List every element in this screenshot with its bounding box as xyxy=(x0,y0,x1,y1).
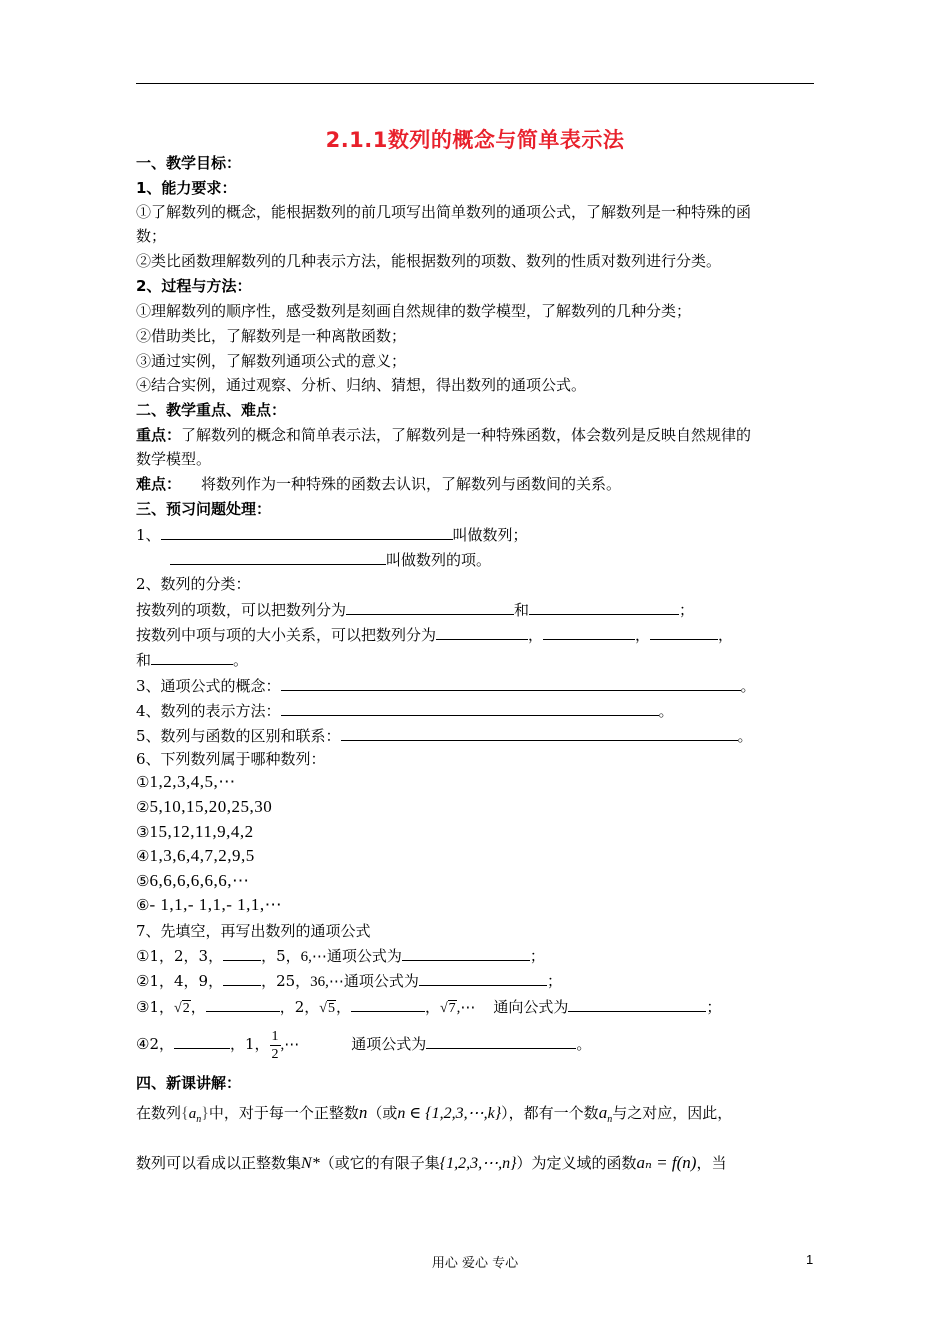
lecture-text: （或 xyxy=(367,1104,398,1122)
brace: { xyxy=(181,1105,189,1122)
radicand: 5 xyxy=(327,1001,335,1016)
period: 。 xyxy=(576,1035,592,1053)
seq-text: 5,10,15,20,25,30 xyxy=(149,797,273,816)
blank-decreasing[interactable] xyxy=(543,624,635,640)
key-point-cont: 数学模型。 xyxy=(136,450,212,468)
comma: ， xyxy=(635,626,651,644)
blank-formula-2[interactable] xyxy=(419,970,547,986)
key-point xyxy=(136,425,751,445)
fill-2-label: 通项公式为 xyxy=(343,972,419,990)
blank-oscillating[interactable] xyxy=(650,624,718,640)
sub-heading-process: 2、过程与方法： xyxy=(136,277,252,295)
lecture-text: （或它的有限子集 xyxy=(319,1154,440,1172)
lecture-text: 数列可以看成以正整数集 xyxy=(136,1154,302,1172)
blank-formula-1[interactable] xyxy=(402,945,530,961)
seq-text: 1,2,3,4,5,⋯ xyxy=(149,772,236,791)
fill-3 xyxy=(136,996,721,1019)
semicolon: ； xyxy=(679,601,695,619)
set-expression: n ∈ {1,2,3,⋯,k} xyxy=(397,1105,502,1122)
fill-4-start: ④2， xyxy=(136,1035,174,1053)
lecture-text: ）为定义域的函数 xyxy=(516,1154,637,1172)
classify-size-text: 按数列中项与项的大小关系，可以把数列分为 xyxy=(136,626,437,644)
classify-by-size-cont xyxy=(136,649,248,670)
sub-heading-ability: 1、能力要求： xyxy=(136,179,237,197)
ellipsis: ,⋯ xyxy=(280,1037,300,1053)
seq-mark: ① xyxy=(136,773,150,791)
fill-3-mid: ，2， xyxy=(279,998,320,1016)
period: 。 xyxy=(740,677,756,695)
seq-mark: ⑤ xyxy=(136,872,150,890)
blank-fill-1[interactable] xyxy=(223,945,261,961)
preview-q3 xyxy=(136,675,756,696)
blank-general-term[interactable] xyxy=(281,675,741,691)
preview-q5 xyxy=(136,725,753,746)
comma: ， xyxy=(718,626,734,644)
page-footer: 用心 爱心 专心 xyxy=(431,1256,519,1271)
seq-mark: ④ xyxy=(136,847,150,865)
section-2-heading: 二、教学重点、难点： xyxy=(136,401,287,419)
sequence-2 xyxy=(136,797,272,817)
numerator: 1 xyxy=(271,1028,279,1044)
blank-formula-4[interactable] xyxy=(426,1033,576,1049)
and-text: 和 xyxy=(136,651,152,669)
q4-text: 4、数列的表示方法： xyxy=(136,702,281,720)
comma: ， xyxy=(424,998,440,1016)
difficulty-text: 将数列作为一种特殊的函数去认识，了解数列与函数间的关系。 xyxy=(201,475,622,493)
seq-text: - 1,1,- 1,1,- 1,1,⋯ xyxy=(149,895,283,914)
key-label: 重点： xyxy=(136,426,182,444)
brace: } xyxy=(201,1105,209,1122)
function-expression: aₙ = f(n) xyxy=(636,1153,697,1172)
blank-fill-3b[interactable] xyxy=(351,996,425,1012)
fill-1-label: 通项公式为 xyxy=(326,947,402,965)
fill-2 xyxy=(136,970,562,992)
difficulty-label: 难点： xyxy=(136,475,182,493)
lecture-text: 在数列 xyxy=(136,1104,182,1122)
seq-mark: ⑥ xyxy=(136,896,150,914)
period: 。 xyxy=(233,651,249,669)
subscript-n: n xyxy=(607,1114,613,1125)
seq-mark: ③ xyxy=(136,823,150,841)
key-text: 了解数列的概念和简单表示法，了解数列是一种特殊函数，体会数列是反映自然规律的 xyxy=(181,426,752,444)
goal-2: ②类比函数理解数列的几种表示方法，能根据数列的项数、数列的性质对数列进行分类。 xyxy=(136,252,722,270)
symbol-n-star: N* xyxy=(301,1155,320,1172)
blank-relation[interactable] xyxy=(341,725,738,741)
fill-4-mid: ，1， xyxy=(230,1035,270,1053)
preview-q7: 7、先填空，再写出数列的通项公式 xyxy=(136,922,371,940)
preview-q1 xyxy=(136,524,528,545)
lecture-line-1 xyxy=(136,1101,732,1132)
blank-infinite[interactable] xyxy=(529,599,679,615)
semicolon: ； xyxy=(546,972,562,990)
difficulty xyxy=(136,474,621,494)
header-rule xyxy=(136,83,814,84)
comma: ， xyxy=(528,626,544,644)
lecture-line-2 xyxy=(136,1151,726,1176)
lecture-text: 中，对于每一个正整数 xyxy=(208,1104,359,1122)
blank-representation[interactable] xyxy=(281,700,659,716)
process-3: ③通过实例，了解数列通项公式的意义； xyxy=(136,352,407,370)
seq-mark: ② xyxy=(136,798,150,816)
sqrt-2: √2 xyxy=(174,1001,190,1016)
denominator: 2 xyxy=(271,1046,279,1062)
lecture-text: ），都有一个数 xyxy=(501,1104,599,1122)
q5-text: 5、数列与函数的区别和联系： xyxy=(136,727,341,745)
section-3-heading: 三、预习问题处理： xyxy=(136,500,272,518)
goal-1b: 数； xyxy=(136,227,167,245)
seq-text: 15,12,11,9,4,2 xyxy=(149,822,254,841)
page-number: 1 xyxy=(806,1252,814,1267)
set-expression: {1,2,3,⋯,n} xyxy=(439,1155,517,1172)
period: 。 xyxy=(658,702,674,720)
semicolon: ； xyxy=(529,947,545,965)
classify-count-text: 按数列的项数，可以把数列分为 xyxy=(136,601,347,619)
fill-3-label: 通向公式为 xyxy=(493,998,569,1016)
semicolon: ； xyxy=(706,998,722,1016)
sequence-5 xyxy=(136,871,249,891)
lecture-text: ，当 xyxy=(696,1154,727,1172)
comma: ， xyxy=(335,998,351,1016)
goal-1a: ①了解数列的概念，能根据数列的前几项写出简单数列的通项公式，了解数列是一种特殊的函 xyxy=(136,203,752,221)
sequence-6 xyxy=(136,895,282,915)
fill-3-start: ③1， xyxy=(136,998,174,1016)
q1b-text: 叫做数列的项。 xyxy=(386,551,492,569)
blank-fill-2[interactable] xyxy=(223,970,261,986)
blank-constant[interactable] xyxy=(151,649,233,665)
section-1-heading: 一、教学目标： xyxy=(136,154,242,172)
blank-definition-term[interactable] xyxy=(170,549,386,565)
comma: ， xyxy=(190,998,206,1016)
preview-q6: 6、下列数列属于哪种数列： xyxy=(136,750,326,768)
radicand: 7 xyxy=(448,1001,456,1016)
blank-formula-3[interactable] xyxy=(568,996,706,1012)
fill-1-math: 6,⋯ xyxy=(300,949,327,965)
fill-1-start: ①1，2，3， xyxy=(136,947,224,965)
fill-1 xyxy=(136,945,545,967)
fill-2-mid: ，25， xyxy=(261,972,311,990)
page-title: 2.1.1数列的概念与简单表示法 xyxy=(325,128,625,152)
lecture-text: 与之对应，因此， xyxy=(612,1104,733,1122)
symbol-a: a xyxy=(188,1106,197,1122)
preview-q2: 2、数列的分类： xyxy=(136,575,251,593)
seq-text: 1,3,6,4,7,2,9,5 xyxy=(149,846,255,865)
q1-text: 叫做数列； xyxy=(452,526,528,544)
process-1: ①理解数列的顺序性，感受数列是刻画自然规律的数学模型，了解数列的几种分类； xyxy=(136,302,692,320)
classify-by-count xyxy=(136,599,694,620)
process-4: ④结合实例，通过观察、分析、归纳、猜想，得出数列的通项公式。 xyxy=(136,376,587,394)
blank-fill-4[interactable] xyxy=(174,1033,230,1049)
fill-4-label: 通项公式为 xyxy=(351,1035,427,1053)
sqrt-7: √7 xyxy=(439,1001,456,1016)
seq-text: 6,6,6,6,6,6,⋯ xyxy=(149,871,250,890)
fill-1-mid: ，5， xyxy=(261,947,301,965)
symbol-a: a xyxy=(598,1103,608,1122)
classify-by-size xyxy=(136,624,733,645)
preview-q1b xyxy=(170,549,491,570)
symbol-n: n xyxy=(358,1103,368,1122)
fill-2-math: 36,⋯ xyxy=(310,974,344,990)
q3-text: 3、通项公式的概念： xyxy=(136,677,281,695)
sequence-1 xyxy=(136,772,236,792)
ellipsis: ,⋯ xyxy=(456,1000,476,1016)
fraction-half xyxy=(270,1028,281,1063)
sequence-4 xyxy=(136,846,255,866)
process-2: ②借助类比，了解数列是一种离散函数； xyxy=(136,327,407,345)
blank-fill-3a[interactable] xyxy=(206,996,280,1012)
sequence-3 xyxy=(136,822,254,842)
blank-increasing[interactable] xyxy=(436,624,528,640)
q1-number: 1、 xyxy=(136,526,161,544)
sqrt-5: √5 xyxy=(319,1001,335,1016)
radicand: 2 xyxy=(182,1001,190,1016)
section-4-heading: 四、新课讲解： xyxy=(136,1074,242,1092)
period: 。 xyxy=(737,727,753,745)
subscript-n: n xyxy=(196,1114,202,1125)
fill-2-start: ②1，4，9， xyxy=(136,972,224,990)
preview-q4 xyxy=(136,700,674,721)
blank-definition-sequence[interactable] xyxy=(161,524,453,540)
fill-4 xyxy=(136,1024,591,1065)
and-text: 和 xyxy=(514,601,530,619)
blank-finite[interactable] xyxy=(346,599,514,615)
